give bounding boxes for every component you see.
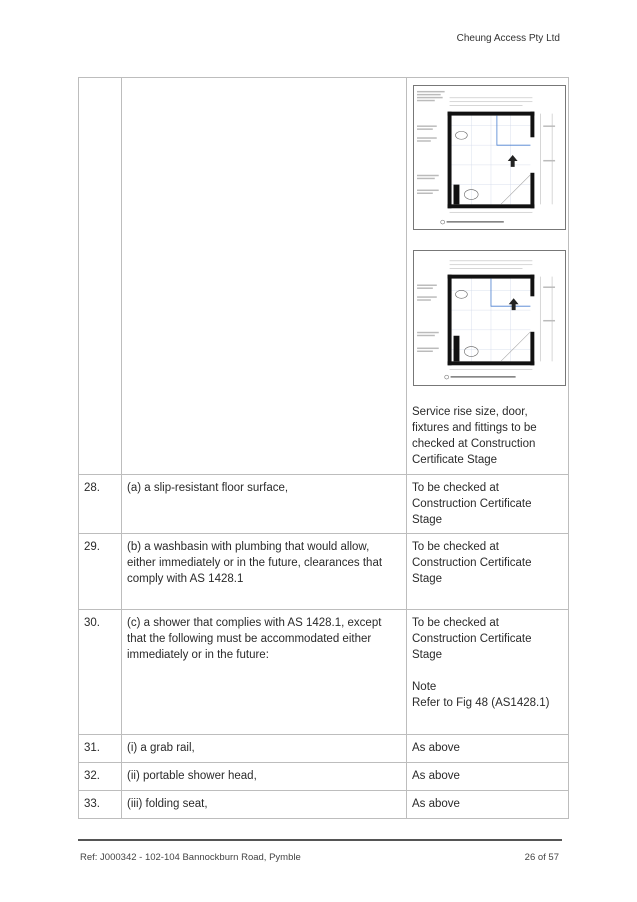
row-number: 32.	[79, 763, 122, 791]
number-cell	[79, 78, 122, 475]
service-rise-comment	[412, 404, 563, 468]
comment-line: checked at Construction	[412, 438, 536, 450]
requirement-text: (iii) folding seat,	[122, 791, 407, 819]
row-number: 30.	[79, 610, 122, 735]
comment-text: As above	[407, 791, 569, 819]
header-company-name: Cheung Access Pty Ltd	[456, 33, 560, 44]
comment-line: fixtures and fittings to be	[412, 422, 537, 434]
table-row	[79, 475, 569, 534]
table-row	[79, 763, 569, 791]
row-number: 31.	[79, 735, 122, 763]
note-text: Refer to Fig 48 (AS1428.1)	[412, 697, 550, 709]
table-row	[79, 791, 569, 819]
requirement-text: (i) a grab rail,	[122, 735, 407, 763]
row-number: 33.	[79, 791, 122, 819]
comment-line: Certificate Stage	[412, 454, 498, 466]
requirement-text: (b) a washbasin with plumbing that would allow, either immediately or in the future, clearances that comply with AS 1428.1	[122, 534, 407, 610]
row-number: 28.	[79, 475, 122, 534]
requirement-text: (a) a slip-resistant floor surface,	[122, 475, 407, 534]
page-number: 26 of 57	[524, 852, 559, 863]
requirement-cell	[122, 78, 407, 475]
requirement-text: (c) a shower that complies with AS 1428.1, except that the following must be accommodated either immediately or in the future:	[122, 610, 407, 735]
row-number: 29.	[79, 534, 122, 610]
bathroom-layout-plan-2	[413, 250, 566, 386]
comment-cell	[407, 78, 569, 475]
footer-reference: Ref: J000342 - 102-104 Bannockburn Road, Pymble	[80, 852, 301, 863]
table-row	[79, 735, 569, 763]
comment-text: To be checked at Construction Certificate Stage	[407, 475, 569, 534]
bathroom-layout-plan-1	[413, 85, 566, 230]
comment-text: As above	[407, 735, 569, 763]
table-row-bathroom-plans	[79, 78, 569, 475]
note-label: Note	[412, 681, 437, 693]
table-row	[79, 610, 569, 735]
requirement-text: (ii) portable shower head,	[122, 763, 407, 791]
table-row	[79, 534, 569, 610]
comment-line: Service rise size, door,	[412, 406, 528, 418]
comment-text: As above	[407, 763, 569, 791]
comment-text: To be checked at Construction Certificate Stage Note Refer to Fig 48 (AS1428.1)	[407, 610, 569, 735]
footer-divider	[78, 839, 562, 841]
compliance-table	[78, 77, 569, 819]
comment-text: To be checked at Construction Certificate Stage	[407, 534, 569, 610]
